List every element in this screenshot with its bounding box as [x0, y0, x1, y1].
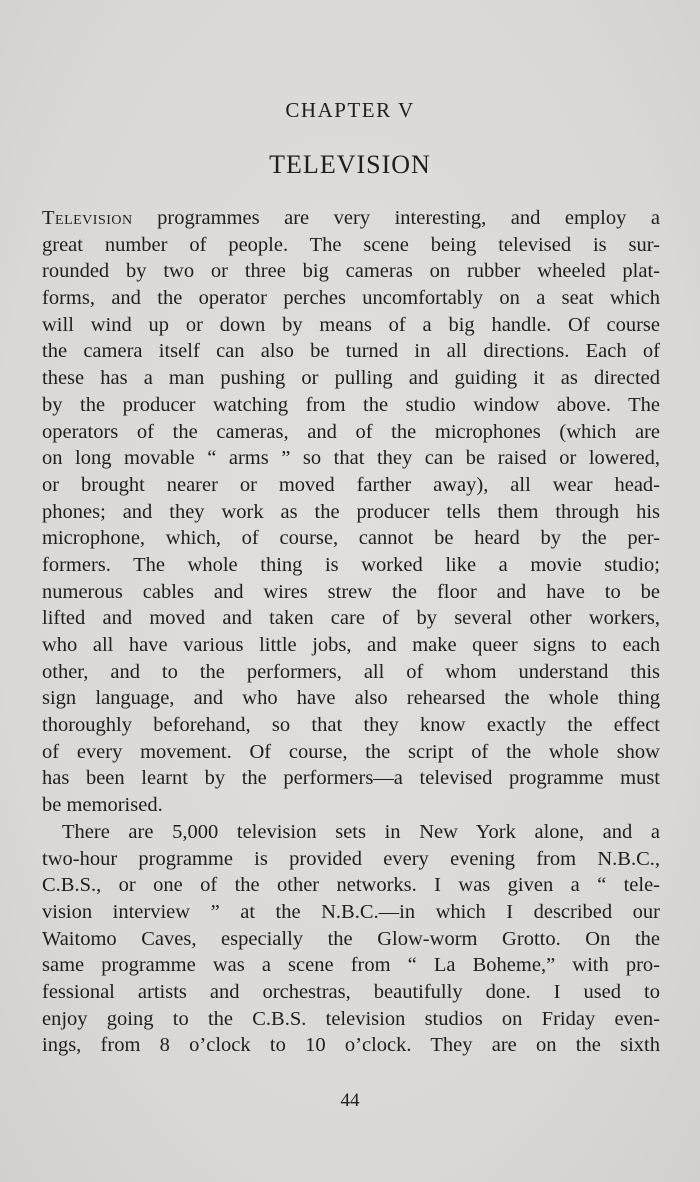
text-line: enjoy going to the C.B.S. television studios on Friday even-: [42, 1007, 660, 1030]
text-line: vision interview ” at the N.B.C.—in which I described our: [42, 900, 660, 923]
text-line: thoroughly beforehand, so that they know exactly the effect: [42, 714, 660, 737]
text-line: forms, and the operator perches uncomfortably on a seat which: [42, 287, 660, 310]
text-line: by the producer watching from the studio window above. The: [42, 393, 660, 416]
chapter-title: TELEVISION: [269, 150, 431, 179]
text-line: C.B.S., or one of the other networks. I was given a “ tele-: [42, 874, 660, 897]
text-line: fessional artists and orchestras, beautifully done. I used to: [42, 980, 660, 1003]
text-line-1: [42, 205, 660, 232]
text-line: sign language, and who have also rehearsed the whole thing: [42, 687, 660, 710]
text-line: the camera itself can also be turned in all directions. Each of: [42, 340, 660, 363]
text-line: operators of the cameras, and of the microphones (which are: [42, 420, 660, 443]
text-line: There are 5,000 television sets in New York alone, and a: [62, 820, 660, 843]
text-line: of every movement. Of course, the script of the whole show: [42, 740, 660, 763]
text-line: numerous cables and wires strew the floor and have to be: [42, 580, 660, 603]
text-line: be memorised.: [42, 794, 163, 817]
text-line: these has a man pushing or pulling and guiding it as directed: [42, 367, 660, 390]
text-line: phones; and they work as the producer tells them through his: [42, 500, 660, 523]
text-line: Waitomo Caves, especially the Glow-worm Grotto. On the: [42, 927, 660, 950]
drop-word: Television: [42, 207, 133, 229]
page-number: 44: [340, 1090, 360, 1111]
text-line: will wind up or down by means of a big handle. Of course: [42, 313, 660, 336]
text-line: same programme was a scene from “ La Boheme,” with pro-: [42, 954, 660, 977]
text-line: formers. The whole thing is worked like a movie studio;: [42, 553, 660, 576]
text-line: or brought nearer or moved farther away), all wear head-: [42, 473, 660, 496]
text-line: microphone, which, of course, cannot be heard by the per-: [42, 527, 660, 550]
text-line: rounded by two or three big cameras on rubber wheeled plat-: [42, 260, 660, 283]
text-line: other, and to the performers, all of whom understand this: [42, 660, 660, 683]
text-line: has been learnt by the performers—a televised programme must: [42, 767, 660, 790]
text-line: lifted and moved and taken care of by several other workers,: [42, 607, 660, 630]
chapter-heading: CHAPTER V: [285, 98, 415, 122]
text-line-1-rest: programmes are very interesting, and employ a: [132, 207, 660, 229]
text-line: on long movable “ arms ” so that they can be raised or lowered,: [42, 447, 660, 470]
body-text: [42, 205, 660, 1059]
text-line: two-hour programme is provided every evening from N.B.C.,: [42, 847, 660, 870]
text-line: who all have various little jobs, and make queer signs to each: [42, 634, 660, 656]
text-line: great number of people. The scene being televised is sur-: [42, 233, 660, 256]
text-line: ings, from 8 o’clock to 10 o’clock. They are on the sixth: [42, 1034, 660, 1057]
